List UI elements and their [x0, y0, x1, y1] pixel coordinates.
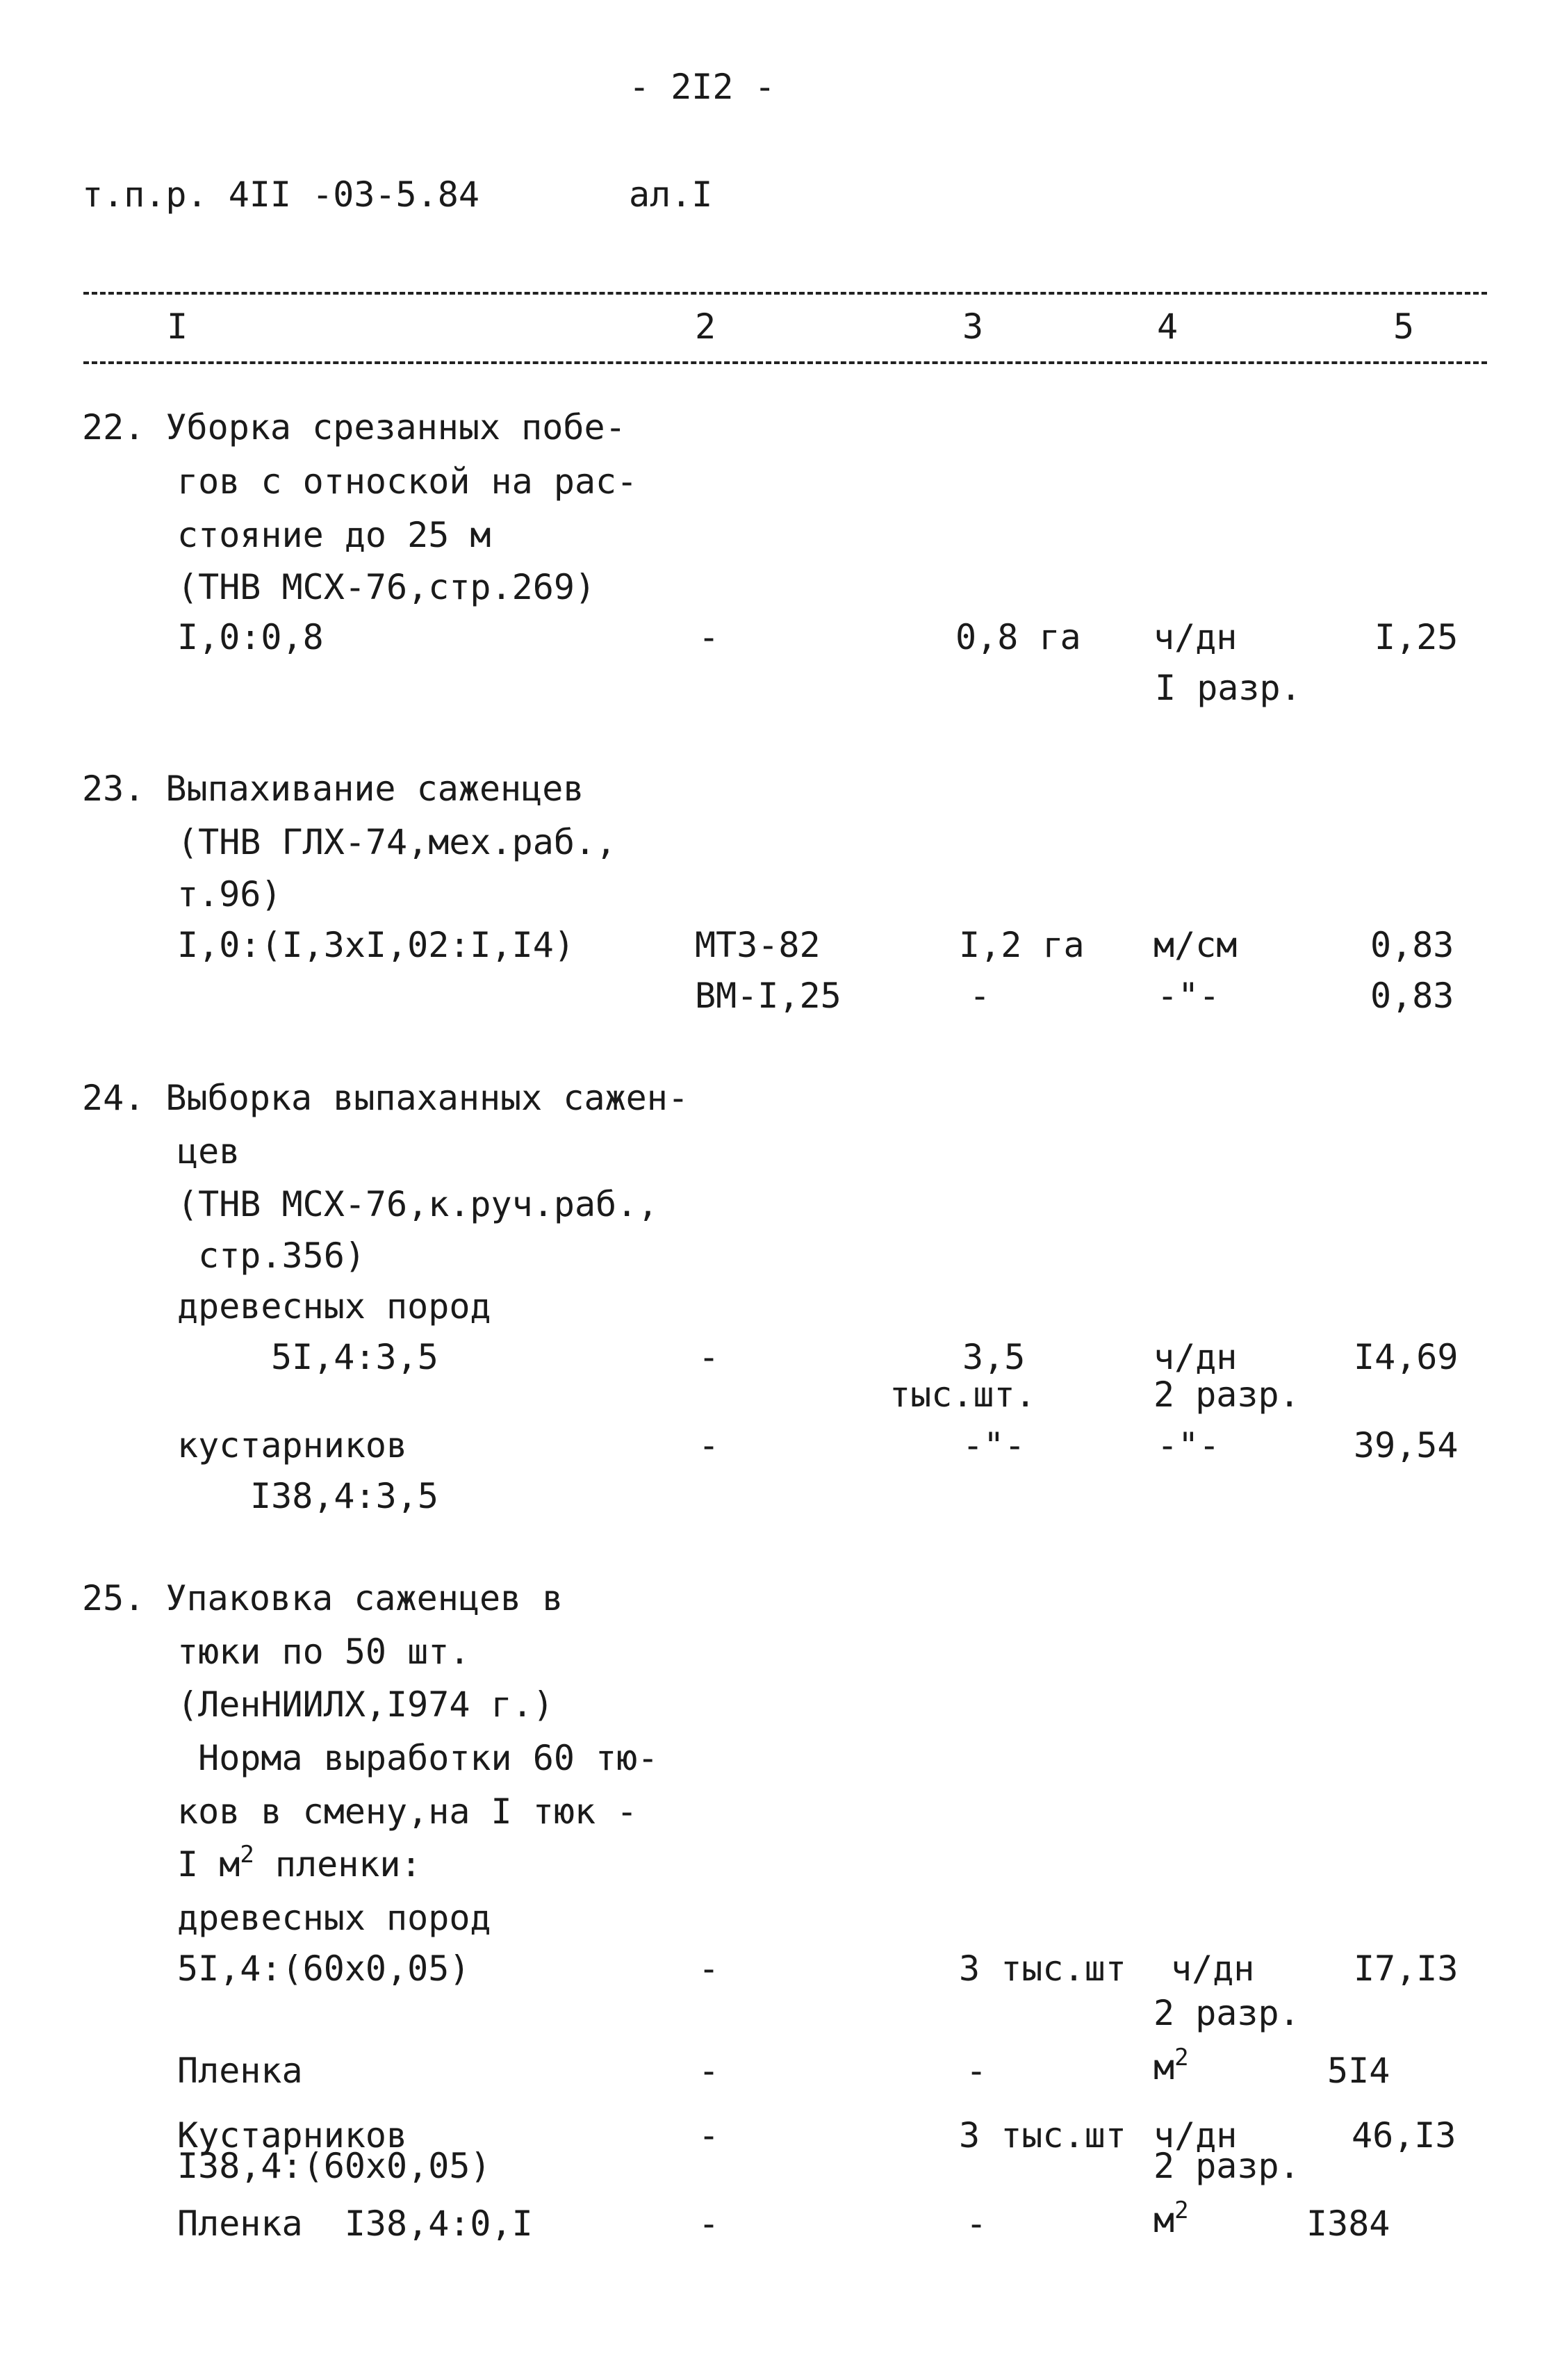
- item-22-source: (ТНВ МСХ-76,стр.269): [177, 567, 596, 607]
- item-24-wood-formula: 5I,4:3,5: [271, 1337, 438, 1377]
- item-25-film-volume: -: [966, 2051, 987, 2091]
- item-24-shrub-value: 39,54: [1354, 1425, 1459, 1466]
- page-number: - 2I2 -: [629, 67, 775, 107]
- item-25-film2-label: Пленка I38,4:0,I: [177, 2203, 533, 2244]
- item-25-wood-value: I7,I3: [1354, 1948, 1459, 1989]
- doc-code: т.п.р. 4II -03-5.84: [82, 174, 479, 215]
- item-25-source: (ЛенНИИЛХ,I974 г.): [177, 1684, 554, 1725]
- item-25-wood-machine: -: [698, 1948, 720, 1989]
- item-25-title-line: тюки по 50 шт.: [177, 1632, 470, 1672]
- column-header-3: 3: [962, 306, 984, 347]
- item-24-shrub-volume: -"-: [962, 1425, 1026, 1466]
- item-25-film-norm: I $м^2$ пленки:: [177, 1841, 422, 1885]
- album-label: ал.I: [629, 174, 713, 215]
- column-header-5: 5: [1393, 306, 1415, 347]
- item-25-film-label: Пленка: [177, 2051, 303, 2091]
- item-23-machine: ВМ-I,25: [695, 976, 841, 1016]
- table-header-rule: [83, 361, 1487, 364]
- item-25-shrub-machine: -: [698, 2115, 720, 2156]
- item-25-shrub-formula: I38,4:(60x0,05): [177, 2146, 491, 2186]
- item-23-source: (ТНВ ГЛХ-74,мех.раб.,: [177, 822, 617, 862]
- item-24-wood-label: древесных пород: [177, 1286, 491, 1327]
- item-25-wood-volume: 3 тыс.шт: [959, 1948, 1126, 1989]
- item-23-unit: м/см: [1153, 925, 1238, 965]
- item-22-machine: -: [698, 617, 720, 657]
- item-24-wood-unit: ч/дн: [1153, 1337, 1238, 1377]
- item-25-title: 25. Упаковка саженцев в: [82, 1578, 564, 1618]
- item-23-source-line: т.96): [177, 874, 282, 914]
- item-25-film-value: 5I4: [1327, 2051, 1390, 2091]
- item-25-film2-unit: $м^2$: [1153, 2197, 1189, 2240]
- item-25-norm-line: Норма выработки 60 тю-: [177, 1738, 659, 1778]
- item-22-unit: ч/дн: [1153, 617, 1238, 657]
- item-24-wood-value: I4,69: [1354, 1337, 1459, 1377]
- item-25-wood-label: древесных пород: [177, 1898, 491, 1938]
- item-24-wood-grade: 2 разр.: [1153, 1374, 1300, 1415]
- item-24-title-line: цев: [177, 1131, 240, 1172]
- item-23-volume: -: [969, 976, 991, 1016]
- item-22-title-line: стояние до 25 м: [177, 515, 491, 555]
- item-25-film2-machine: -: [698, 2203, 720, 2244]
- item-25-film2-value: I384: [1306, 2203, 1390, 2244]
- column-header-2: 2: [695, 306, 716, 347]
- item-24-source-line: стр.356): [177, 1236, 366, 1276]
- item-23-volume: I,2 га: [959, 925, 1085, 965]
- item-25-shrub-value: 46,I3: [1352, 2115, 1456, 2156]
- item-22-grade: I разр.: [1155, 668, 1302, 708]
- item-25-film-unit: $м^2$: [1153, 2044, 1189, 2087]
- item-24-shrub-machine: -: [698, 1425, 720, 1466]
- item-24-wood-volume: 3,5: [962, 1337, 1026, 1377]
- item-23-title: 23. Выпахивание саженцев: [82, 769, 584, 809]
- column-header-4: 4: [1157, 306, 1179, 347]
- item-25-shrub-label: Кустарников: [177, 2115, 408, 2156]
- item-23-value: 0,83: [1370, 925, 1454, 965]
- item-25-shrub-unit: ч/дн: [1153, 2115, 1238, 2156]
- item-25-norm-line: ков в смену,на I тюк -: [177, 1791, 638, 1832]
- item-22-title-line: гов с отноской на рас-: [177, 461, 638, 502]
- item-25-film-machine: -: [698, 2051, 720, 2091]
- item-24-wood-machine: -: [698, 1337, 720, 1377]
- item-24-title: 24. Выборка выпаханных сажен-: [82, 1078, 689, 1118]
- item-22-title: 22. Уборка срезанных побе-: [82, 407, 626, 448]
- item-23-machine: МТЗ-82: [695, 925, 821, 965]
- item-25-shrub-grade: 2 разр.: [1153, 2146, 1300, 2186]
- item-22-volume: 0,8 га: [955, 617, 1081, 657]
- item-25-wood-formula: 5I,4:(60x0,05): [177, 1948, 470, 1989]
- item-25-wood-unit: ч/дн: [1171, 1948, 1255, 1989]
- item-23-formula: I,0:(I,3xI,02:I,I4): [177, 925, 575, 965]
- column-header-1: I: [167, 306, 188, 347]
- item-23-unit: -"-: [1157, 976, 1220, 1016]
- item-25-wood-grade: 2 разр.: [1153, 1993, 1300, 2033]
- item-24-wood-volume-unit: тыс.шт.: [889, 1374, 1036, 1415]
- item-25-film2-volume: -: [966, 2203, 987, 2244]
- item-24-shrub-unit: -"-: [1157, 1425, 1220, 1466]
- item-22-value: I,25: [1374, 617, 1459, 657]
- item-24-source: (ТНВ МСХ-76,к.руч.раб.,: [177, 1184, 659, 1224]
- table-top-rule: [83, 292, 1487, 295]
- item-24-shrub-formula: I38,4:3,5: [250, 1476, 438, 1516]
- item-24-shrub-label: кустарников: [177, 1425, 408, 1466]
- item-25-shrub-volume: 3 тыс.шт: [959, 2115, 1126, 2156]
- item-22-formula: I,0:0,8: [177, 617, 324, 657]
- item-23-value: 0,83: [1370, 976, 1454, 1016]
